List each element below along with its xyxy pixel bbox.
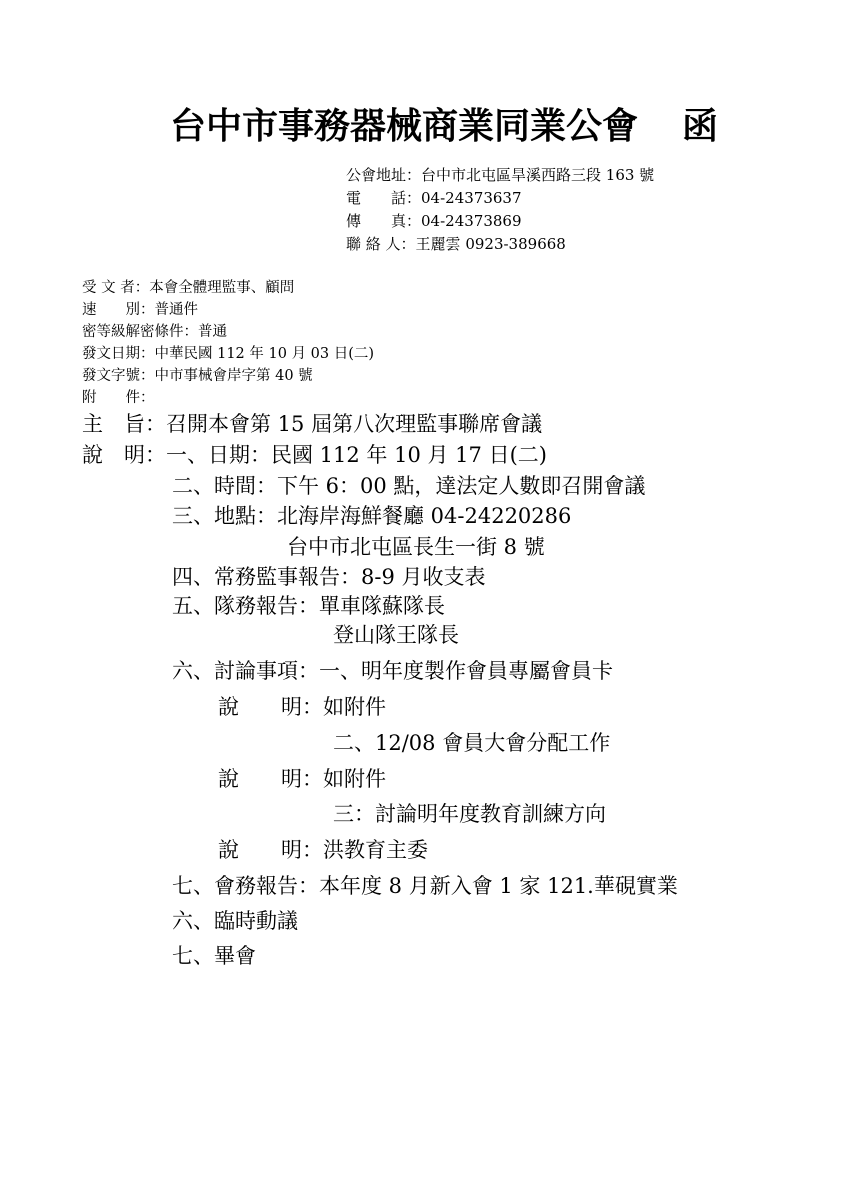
explanation-label: 說 明： xyxy=(82,443,166,467)
note-value: 洪教育主委 xyxy=(323,838,428,862)
document-title xyxy=(170,105,719,147)
attachment-line xyxy=(82,391,155,406)
doc-number-label: 發文字號： xyxy=(82,368,155,384)
secrecy-value: 普通 xyxy=(198,324,227,340)
speed-value: 普通件 xyxy=(154,302,198,318)
note-label: 說 明： xyxy=(218,695,323,719)
doc-number-line xyxy=(82,369,313,384)
attachment-label: 附 件： xyxy=(82,390,155,406)
fax-label: 傳 真： xyxy=(346,212,422,230)
explanation-item-time: 二、時間：下午 6：00 點，達法定人數即召開會議 xyxy=(172,474,646,498)
phone-value: 04-24373637 xyxy=(421,189,522,207)
explanation-team-report-line2: 登山隊王隊長 xyxy=(333,623,459,647)
contact-person-line xyxy=(346,237,566,252)
phone-line xyxy=(346,191,522,206)
date-value: 中華民國 112 年 10 月 03 日(二) xyxy=(154,346,375,362)
speed-line xyxy=(82,303,198,318)
date-label: 發文日期： xyxy=(82,346,155,362)
explanation-item-extempore: 六、臨時動議 xyxy=(172,909,298,933)
speed-label: 速 別： xyxy=(82,302,155,318)
fax-line xyxy=(346,214,522,229)
note-value: 如附件 xyxy=(323,695,386,719)
explanation-item-closing: 七、畢會 xyxy=(172,944,256,968)
subject-label: 主 旨： xyxy=(82,412,166,436)
address-value: 台中市北屯區旱溪西路三段 163 號 xyxy=(421,166,655,184)
note-label: 說 明： xyxy=(218,767,323,791)
recipient-line xyxy=(82,281,294,296)
subject-line xyxy=(82,414,542,435)
doc-number-value: 中市事械會岸字第 40 號 xyxy=(154,368,313,384)
note-label: 說 明： xyxy=(218,838,323,862)
recipient-label: 受 文 者： xyxy=(82,280,150,296)
discussion-item-2: 二、12/08 會員大會分配工作 xyxy=(333,731,611,755)
address-label: 公會地址： xyxy=(346,166,422,184)
discussion-note-1 xyxy=(218,697,386,718)
org-name: 台中市事務器械商業同業公會 xyxy=(170,105,639,147)
phone-label: 電 話： xyxy=(346,189,422,207)
fax-value: 04-24373869 xyxy=(421,212,522,230)
recipient-value: 本會全體理監事、顧問 xyxy=(149,280,295,296)
secrecy-label: 密等級解密條件： xyxy=(82,324,198,340)
explanation-item-venue: 三、地點：北海岸海鮮餐廳 04-24220286 xyxy=(172,504,572,528)
contact-person-label: 聯 絡 人： xyxy=(346,235,416,253)
explanation-item-affairs-report: 七、會務報告：本年度 8 月新入會 1 家 121.華硯實業 xyxy=(172,874,678,898)
explanation-line xyxy=(82,445,547,466)
secrecy-line xyxy=(82,325,227,340)
doc-type: 函 xyxy=(682,105,719,147)
discussion-item-3: 三：討論明年度教育訓練方向 xyxy=(333,802,606,826)
contact-person-value: 王麗雲 0923-389668 xyxy=(415,235,566,253)
explanation-venue-address: 台中市北屯區長生一街 8 號 xyxy=(287,535,545,559)
explanation-item-discussion: 六、討論事項：一、明年度製作會員專屬會員卡 xyxy=(172,659,613,683)
explanation-item-team-report: 五、隊務報告：單車隊蘇隊長 xyxy=(172,594,445,618)
note-value: 如附件 xyxy=(323,767,386,791)
discussion-note-2 xyxy=(218,769,386,790)
explanation-item-supervisor-report: 四、常務監事報告：8-9 月收支表 xyxy=(172,565,486,589)
explanation-item-date: 一、日期：民國 112 年 10 月 17 日(二) xyxy=(166,443,547,467)
address-line xyxy=(346,168,654,183)
discussion-note-3 xyxy=(218,840,428,861)
subject-text: 召開本會第 15 屆第八次理監事聯席會議 xyxy=(166,412,543,436)
date-line xyxy=(82,347,374,362)
